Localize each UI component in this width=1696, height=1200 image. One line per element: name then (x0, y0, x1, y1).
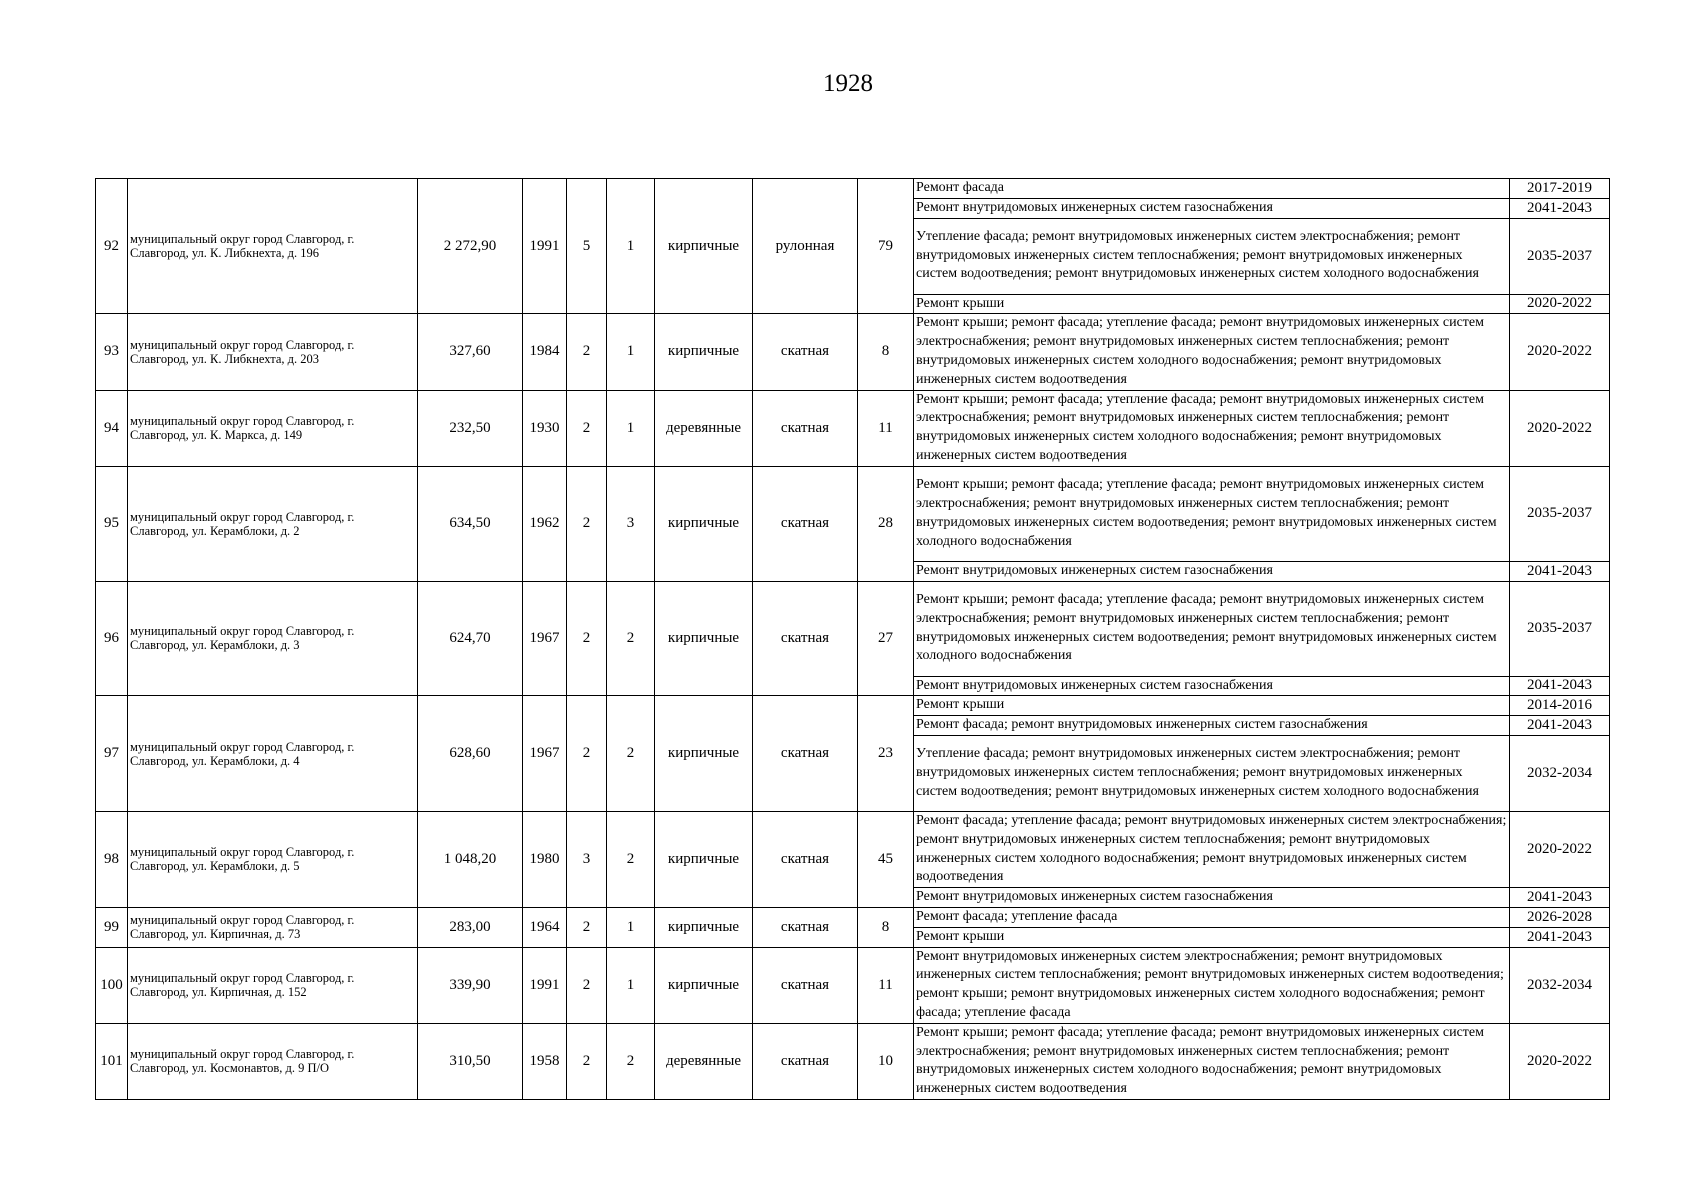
walls-cell: деревянные (655, 390, 753, 466)
work-type-cell: Ремонт крыши (914, 927, 1510, 947)
table-row (96, 947, 1610, 1023)
work-type-cell: Ремонт крыши (914, 696, 1510, 716)
row-number: 100 (96, 947, 128, 1023)
roof-cell: скатная (753, 947, 858, 1023)
year-cell: 1991 (523, 947, 567, 1023)
period-cell: 2020-2022 (1510, 314, 1610, 390)
address-cell: муниципальный округ город Славгород, г. Славгород, ул. К. Либкнехта, д. 203 (128, 314, 418, 390)
walls-cell: кирпичные (655, 907, 753, 947)
area-cell: 327,60 (418, 314, 523, 390)
walls-cell: кирпичные (655, 466, 753, 581)
work-type-cell: Ремонт фасада; утепление фасада (914, 907, 1510, 927)
residents-cell: 23 (858, 696, 914, 812)
address-cell: муниципальный округ город Славгород, г. Славгород, ул. К. Либкнехта, д. 196 (128, 179, 418, 314)
year-cell: 1930 (523, 390, 567, 466)
row-number: 93 (96, 314, 128, 390)
entrances-cell: 2 (607, 696, 655, 812)
entrances-cell: 1 (607, 314, 655, 390)
address-cell: муниципальный округ город Славгород, г. Славгород, ул. Керамблоки, д. 3 (128, 581, 418, 696)
address-cell: муниципальный округ город Славгород, г. Славгород, ул. Керамблоки, д. 2 (128, 466, 418, 581)
period-cell: 2017-2019 (1510, 179, 1610, 199)
work-type-cell: Ремонт фасада; ремонт внутридомовых инженерных систем газоснабжения (914, 716, 1510, 736)
address-cell: муниципальный округ город Славгород, г. Славгород, ул. Космонавтов, д. 9 П/О (128, 1023, 418, 1099)
entrances-cell: 2 (607, 811, 655, 907)
walls-cell: кирпичные (655, 581, 753, 696)
address-cell: муниципальный округ город Славгород, г. Славгород, ул. Керамблоки, д. 4 (128, 696, 418, 812)
year-cell: 1991 (523, 179, 567, 314)
floors-cell: 2 (567, 390, 607, 466)
row-number: 98 (96, 811, 128, 907)
area-cell: 624,70 (418, 581, 523, 696)
residents-cell: 45 (858, 811, 914, 907)
year-cell: 1964 (523, 907, 567, 947)
period-cell: 2020-2022 (1510, 811, 1610, 887)
floors-cell: 2 (567, 581, 607, 696)
entrances-cell: 1 (607, 179, 655, 314)
floors-cell: 2 (567, 696, 607, 812)
period-cell: 2041-2043 (1510, 888, 1610, 908)
period-cell: 2032-2034 (1510, 735, 1610, 811)
row-number: 101 (96, 1023, 128, 1099)
work-type-cell: Ремонт крыши; ремонт фасада; утепление фасада; ремонт внутридомовых инженерных систем электроснабжения; ремонт внутридомовых инженерных систем теплоснабжения; ремонт внутридомовых инженерных систем водоотведения; ремонт внутридомовых инженерных систем холодного водоснабжения (914, 581, 1510, 676)
table-row (96, 466, 1610, 561)
residents-cell: 79 (858, 179, 914, 314)
work-type-cell: Ремонт внутридомовых инженерных систем газоснабжения (914, 198, 1510, 218)
floors-cell: 2 (567, 907, 607, 947)
housing-repair-table (95, 178, 1610, 1100)
entrances-cell: 2 (607, 581, 655, 696)
roof-cell: рулонная (753, 179, 858, 314)
entrances-cell: 3 (607, 466, 655, 581)
table-row (96, 811, 1610, 887)
row-number: 96 (96, 581, 128, 696)
table-row (96, 696, 1610, 716)
period-cell: 2041-2043 (1510, 561, 1610, 581)
work-type-cell: Ремонт крыши; ремонт фасада; утепление фасада; ремонт внутридомовых инженерных систем электроснабжения; ремонт внутридомовых инженерных систем теплоснабжения; ремонт внутридомовых инженерных систем холодного водоснабжения; ремонт внутридомовых инженерных систем водоотведения (914, 390, 1510, 466)
floors-cell: 2 (567, 466, 607, 581)
entrances-cell: 1 (607, 390, 655, 466)
row-number: 95 (96, 466, 128, 581)
page-number: 1928 (823, 70, 873, 97)
residents-cell: 8 (858, 314, 914, 390)
area-cell: 283,00 (418, 907, 523, 947)
table-row (96, 179, 1610, 199)
period-cell: 2026-2028 (1510, 907, 1610, 927)
period-cell: 2041-2043 (1510, 676, 1610, 696)
table-row (96, 1023, 1610, 1099)
table-row (96, 314, 1610, 390)
floors-cell: 3 (567, 811, 607, 907)
residents-cell: 28 (858, 466, 914, 581)
address-cell: муниципальный округ город Славгород, г. Славгород, ул. Керамблоки, д. 5 (128, 811, 418, 907)
floors-cell: 2 (567, 947, 607, 1023)
work-type-cell: Ремонт крыши; ремонт фасада; утепление фасада; ремонт внутридомовых инженерных систем электроснабжения; ремонт внутридомовых инженерных систем теплоснабжения; ремонт внутридомовых инженерных систем холодного водоснабжения; ремонт внутридомовых инженерных систем водоотведения (914, 314, 1510, 390)
residents-cell: 11 (858, 390, 914, 466)
roof-cell: скатная (753, 1023, 858, 1099)
year-cell: 1962 (523, 466, 567, 581)
work-type-cell: Ремонт фасада (914, 179, 1510, 199)
year-cell: 1958 (523, 1023, 567, 1099)
work-type-cell: Ремонт крыши; ремонт фасада; утепление фасада; ремонт внутридомовых инженерных систем электроснабжения; ремонт внутридомовых инженерных систем теплоснабжения; ремонт внутридомовых инженерных систем холодного водоснабжения; ремонт внутридомовых инженерных систем водоотведения (914, 1023, 1510, 1099)
entrances-cell: 2 (607, 1023, 655, 1099)
address-cell: муниципальный округ город Славгород, г. Славгород, ул. Кирпичная, д. 73 (128, 907, 418, 947)
walls-cell: кирпичные (655, 314, 753, 390)
year-cell: 1967 (523, 696, 567, 812)
work-type-cell: Ремонт внутридомовых инженерных систем газоснабжения (914, 676, 1510, 696)
period-cell: 2020-2022 (1510, 1023, 1610, 1099)
roof-cell: скатная (753, 811, 858, 907)
roof-cell: скатная (753, 390, 858, 466)
address-cell: муниципальный округ город Славгород, г. Славгород, ул. К. Маркса, д. 149 (128, 390, 418, 466)
period-cell: 2035-2037 (1510, 218, 1610, 294)
area-cell: 1 048,20 (418, 811, 523, 907)
table-row (96, 581, 1610, 676)
row-number: 99 (96, 907, 128, 947)
work-type-cell: Утепление фасада; ремонт внутридомовых инженерных систем электроснабжения; ремонт внутридомовых инженерных систем теплоснабжения; ремонт внутридомовых инженерных систем водоотведения; ремонт внутридомовых инженерных систем холодного водоснабжения (914, 218, 1510, 294)
roof-cell: скатная (753, 907, 858, 947)
work-type-cell: Ремонт внутридомовых инженерных систем газоснабжения (914, 888, 1510, 908)
address-cell: муниципальный округ город Славгород, г. Славгород, ул. Кирпичная, д. 152 (128, 947, 418, 1023)
residents-cell: 10 (858, 1023, 914, 1099)
table-row (96, 907, 1610, 927)
entrances-cell: 1 (607, 947, 655, 1023)
period-cell: 2035-2037 (1510, 581, 1610, 676)
area-cell: 2 272,90 (418, 179, 523, 314)
period-cell: 2014-2016 (1510, 696, 1610, 716)
floors-cell: 2 (567, 1023, 607, 1099)
residents-cell: 11 (858, 947, 914, 1023)
entrances-cell: 1 (607, 907, 655, 947)
floors-cell: 2 (567, 314, 607, 390)
area-cell: 628,60 (418, 696, 523, 812)
residents-cell: 27 (858, 581, 914, 696)
work-type-cell: Утепление фасада; ремонт внутридомовых инженерных систем электроснабжения; ремонт внутридомовых инженерных систем теплоснабжения; ремонт внутридомовых инженерных систем водоотведения; ремонт внутридомовых инженерных систем холодного водоснабжения (914, 735, 1510, 811)
period-cell: 2035-2037 (1510, 466, 1610, 561)
year-cell: 1980 (523, 811, 567, 907)
work-type-cell: Ремонт внутридомовых инженерных систем газоснабжения (914, 561, 1510, 581)
walls-cell: кирпичные (655, 179, 753, 314)
area-cell: 339,90 (418, 947, 523, 1023)
row-number: 94 (96, 390, 128, 466)
period-cell: 2020-2022 (1510, 294, 1610, 314)
roof-cell: скатная (753, 581, 858, 696)
area-cell: 310,50 (418, 1023, 523, 1099)
residents-cell: 8 (858, 907, 914, 947)
walls-cell: деревянные (655, 1023, 753, 1099)
work-type-cell: Ремонт внутридомовых инженерных систем электроснабжения; ремонт внутридомовых инженерных систем теплоснабжения; ремонт внутридомовых инженерных систем водоотведения; ремонт крыши; ремонт внутридомовых инженерных систем холодного водоснабжения; ремонт фасада; утепление фасада (914, 947, 1510, 1023)
area-cell: 634,50 (418, 466, 523, 581)
walls-cell: кирпичные (655, 696, 753, 812)
period-cell: 2032-2034 (1510, 947, 1610, 1023)
row-number: 97 (96, 696, 128, 812)
period-cell: 2041-2043 (1510, 927, 1610, 947)
year-cell: 1967 (523, 581, 567, 696)
table-row (96, 390, 1610, 466)
roof-cell: скатная (753, 466, 858, 581)
work-type-cell: Ремонт крыши (914, 294, 1510, 314)
year-cell: 1984 (523, 314, 567, 390)
walls-cell: кирпичные (655, 811, 753, 907)
work-type-cell: Ремонт крыши; ремонт фасада; утепление фасада; ремонт внутридомовых инженерных систем электроснабжения; ремонт внутридомовых инженерных систем теплоснабжения; ремонт внутридомовых инженерных систем водоотведения; ремонт внутридомовых инженерных систем холодного водоснабжения (914, 466, 1510, 561)
roof-cell: скатная (753, 696, 858, 812)
period-cell: 2020-2022 (1510, 390, 1610, 466)
work-type-cell: Ремонт фасада; утепление фасада; ремонт внутридомовых инженерных систем электроснабжения; ремонт внутридомовых инженерных систем теплоснабжения; ремонт внутридомовых инженерных систем холодного водоснабжения; ремонт внутридомовых инженерных систем водоотведения (914, 811, 1510, 887)
row-number: 92 (96, 179, 128, 314)
roof-cell: скатная (753, 314, 858, 390)
floors-cell: 5 (567, 179, 607, 314)
period-cell: 2041-2043 (1510, 716, 1610, 736)
period-cell: 2041-2043 (1510, 198, 1610, 218)
walls-cell: кирпичные (655, 947, 753, 1023)
area-cell: 232,50 (418, 390, 523, 466)
